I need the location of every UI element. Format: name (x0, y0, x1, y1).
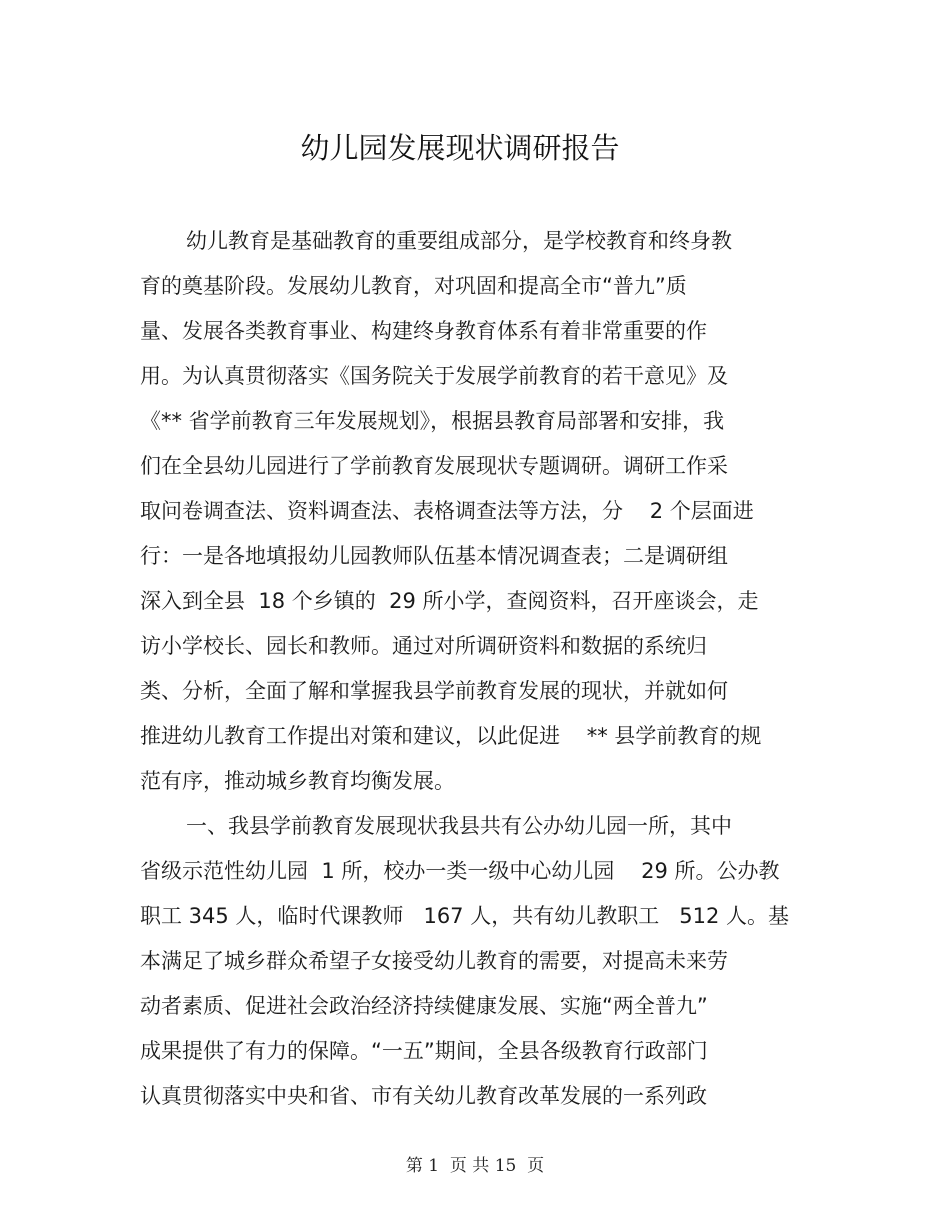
text-line: 动者素质、促进社会政治经济持续健康发展、实施“两全普九” (140, 994, 708, 1018)
text-line: 职工 345 人，临时代课教师 167 人，共有幼儿教职工 512 人。基 (140, 904, 789, 928)
document-title: 幼儿园发展现状调研报告 (300, 131, 620, 165)
text-line: 们在全县幼儿园进行了学前教育发展现状专题调研。调研工作采 (140, 454, 728, 478)
text-line: 访小学校长、园长和教师。通过对所调研资料和数据的系统归 (140, 634, 707, 658)
text-line: 《** 省学前教育三年发展规划》，根据县教育局部署和安排，我 (140, 409, 725, 433)
text-line: 幼儿教育是基础教育的重要组成部分，是学校教育和终身教 (186, 229, 732, 253)
document-body (140, 219, 810, 1119)
text-line: 省级示范性幼儿园 1 所，校办一类一级中心幼儿园 29 所。公办教 (140, 859, 780, 883)
text-line: 量、发展各类教育事业、构建终身教育体系有着非常重要的作 (140, 319, 707, 343)
text-line: 本满足了城乡群众希望子女接受幼儿教育的需要，对提高未来劳 (140, 949, 728, 973)
text-line: 范有序，推动城乡教育均衡发展。 (140, 769, 455, 793)
text-line: 行：一是各地填报幼儿园教师队伍基本情况调查表；二是调研组 (140, 544, 728, 568)
text-line: 用。为认真贯彻落实《国务院关于发展学前教育的若干意见》及 (140, 364, 728, 388)
text-line: 类、分析，全面了解和掌握我县学前教育发展的现状，并就如何 (140, 679, 728, 703)
text-line: 深入到全县 18 个乡镇的 29 所小学，查阅资料，召开座谈会，走 (140, 589, 759, 613)
text-line: 推进幼儿教育工作提出对策和建议，以此促进 ** 县学前教育的规 (140, 724, 762, 748)
text-line: 取问卷调查法、资料调查法、表格调查法等方法，分 2 个层面进 (140, 499, 754, 523)
text-line: 育的奠基阶段。发展幼儿教育，对巩固和提高全市“普九”质 (140, 274, 687, 298)
page-number-footer: 第 1 页 共 15 页 (405, 1156, 545, 1176)
text-line: 一、我县学前教育发展现状我县共有公办幼儿园一所，其中 (186, 814, 732, 838)
text-line: 成果提供了有力的保障。“一五”期间，全县各级教育行政部门 (140, 1039, 708, 1063)
text-line: 认真贯彻落实中央和省、市有关幼儿教育改革发展的一系列政 (140, 1084, 707, 1108)
